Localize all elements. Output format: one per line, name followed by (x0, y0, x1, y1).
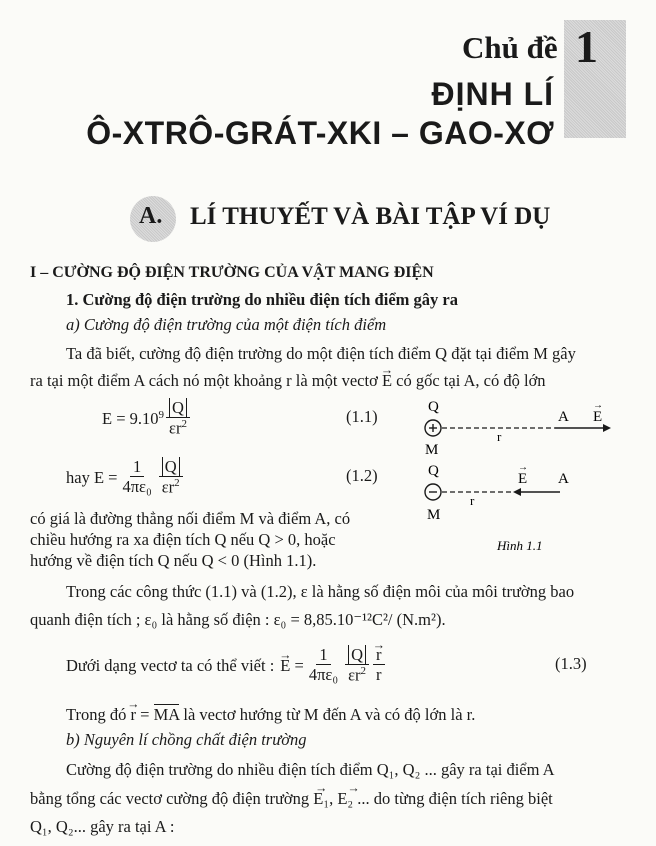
para6-line2: bằng tổng các vectơ cường độ điện trường → E₁, → E₂ ... do từng điện tích riêng biệt (30, 789, 553, 809)
f2-num2: Q (162, 457, 180, 476)
f1-fraction: $\frac{Q}{\varepsilon r^2}$ (166, 399, 190, 438)
f3-fraction-1 (306, 646, 341, 685)
f3-vector-E: → E (280, 656, 290, 676)
chapter-number: 1 (575, 21, 598, 72)
figure-1-1 (415, 395, 625, 565)
para5-a: Trong đó (66, 705, 127, 724)
para1-line1: Ta đã biết, cường độ điện trường do một điện tích điểm Q đặt tại điểm M gây (66, 344, 576, 363)
f2-fraction-1 (119, 458, 154, 497)
f2-lhs: hay E = (66, 467, 118, 487)
formula-1-3-tag: (1.3) (555, 654, 587, 673)
f2-den2: εr (161, 477, 175, 497)
f3-num1: 1 (316, 646, 330, 665)
fig-top-q-label: Q (428, 399, 439, 415)
subheading-1: 1. Cường độ điện trường do nhiều điện tích điểm gây ra (66, 290, 458, 309)
p4-intro: Dưới dạng vectơ ta có thể viết : (66, 655, 275, 675)
para3-line2: quanh điện tích ; ε₀ là hằng số điện : ε₀ = 8,85.10⁻¹²C²/ (N.m²). (30, 610, 446, 629)
f1-den: εr (169, 418, 182, 438)
fig-top-r-label: r (497, 429, 502, 444)
formula-1-1 (102, 399, 192, 438)
f3-den2: εr (348, 665, 361, 685)
para1-line2-b: có gốc tại A, có độ lớn (396, 371, 546, 390)
part-heading: I – CƯỜNG ĐỘ ĐIỆN TRƯỜNG CỦA VẬT MANG ĐIỆN (30, 264, 434, 281)
f3-den1: 4πε₀ (308, 665, 339, 685)
para6-line2-b: do từng điện tích riêng biệt (373, 789, 553, 808)
chapter-title-line2: Ô-XTRÔ-GRÁT-XKI – GAO-XƠ (86, 115, 554, 151)
f3-eq: = (290, 655, 304, 675)
para5: Trong đó → r = MA là vectơ hướng từ M đến A và có độ lớn là r. (66, 705, 475, 725)
f1-exp: 9 (158, 408, 165, 421)
para6-line2-a: bằng tổng các vectơ cường độ điện trường (30, 789, 310, 808)
formula-1-1-tag: (1.1) (346, 407, 378, 426)
para2-line3: hướng về điện tích Q nếu Q < 0 (Hình 1.1). (30, 551, 317, 570)
f1-num: Q (169, 398, 187, 417)
f2-den1: 4πε₀ (122, 477, 152, 497)
para6-line1: Cường độ điện trường do nhiều điện tích điểm Q₁, Q₂ ... gây ra tại điểm A (66, 760, 555, 779)
formula-1-3 (66, 646, 387, 685)
section-title: LÍ THUYẾT VÀ BÀI TẬP VÍ DỤ (190, 203, 551, 230)
vector-E1: → E₁ (313, 789, 329, 809)
para6-line3: Q₁, Q₂... gây ra tại A : (30, 817, 175, 836)
subheading-1b: b) Nguyên lí chồng chất điện trường (66, 730, 307, 749)
f3-num2: Q (348, 645, 366, 664)
fig-bottom-e-label: E (518, 471, 528, 487)
para5-b: là vectơ hướng từ M đến A và có độ lớn là r. (183, 705, 476, 724)
fig-bottom-q-label: Q (428, 463, 439, 479)
svg-text:→: → (518, 462, 528, 473)
fig-top-a-label: A (558, 409, 569, 425)
f3-fraction-3 (373, 646, 385, 685)
subheading-1a: a) Cường độ điện trường của một điện tích điểm (66, 315, 387, 334)
fig-top-e-label: E (593, 409, 603, 425)
para5-vector-r: → r (131, 705, 137, 725)
para1-line2-a: ra tại một điểm A cách nó một khoảng r là một vectơ (30, 371, 378, 390)
para3-line1: Trong các công thức (1.1) và (1.2), ε là hằng số điện môi của môi trường bao (66, 582, 575, 601)
f2-fraction-2: $\frac{Q}{\varepsilon r^2}$ (159, 458, 183, 497)
vector-E2: → E₂ ... (337, 789, 369, 809)
chapter-title-line1: ĐỊNH LÍ (431, 76, 554, 112)
f3-fraction-2: $\frac{Q}{\varepsilon r^2}$ (345, 646, 369, 685)
fig-bottom-a-label: A (558, 471, 569, 487)
para2-line2: chiều hướng ra xa điện tích Q nếu Q > 0, hoặc (30, 530, 336, 549)
formula-1-2-tag: (1.2) (346, 466, 378, 485)
fig-bottom-r-label: r (470, 493, 475, 508)
f1-lhs: E = 9.10 (102, 408, 159, 428)
f3-vector-r: → r (376, 646, 382, 664)
para1-line2 (30, 371, 546, 391)
chapter-label: Chủ đề (462, 30, 558, 65)
para2-line1: có giá là đường thẳng nối điểm M và điểm A, có (30, 509, 351, 528)
svg-text:→: → (593, 400, 603, 411)
figure-caption: Hình 1.1 (497, 538, 543, 553)
fig-top-m-label: M (425, 442, 439, 458)
section-letter: A. (139, 203, 163, 229)
formula-1-2 (66, 458, 185, 497)
vector-E-inline: → E (382, 371, 392, 391)
fig-bottom-m-label: M (427, 507, 441, 523)
f2-num1: 1 (130, 458, 144, 477)
f3-r: r (376, 665, 382, 685)
para5-vector-MA: MA (153, 705, 180, 724)
